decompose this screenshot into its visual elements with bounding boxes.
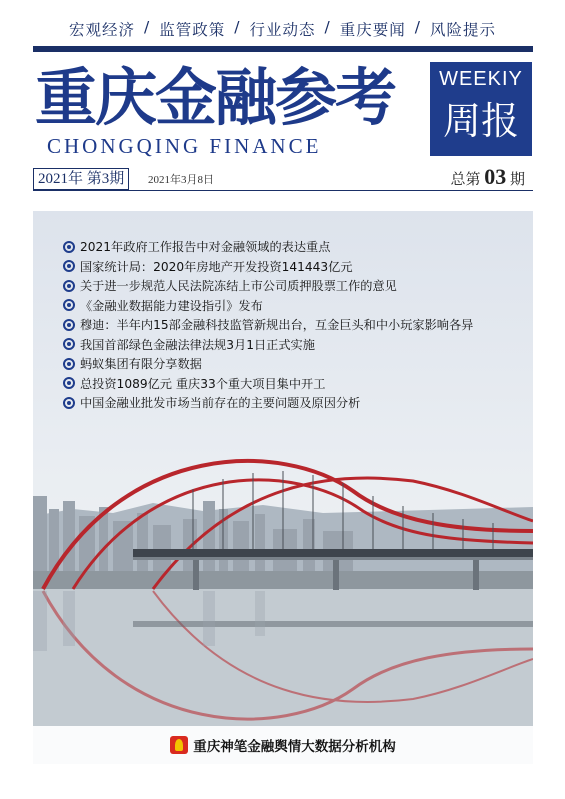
headline-text: 2021年政府工作报告中对金融领域的表达重点 (80, 240, 331, 255)
bullet-icon (63, 338, 75, 350)
masthead-subtitle: CHONGQING FINANCE (47, 134, 322, 158)
footer-org (33, 726, 533, 764)
bridge-scene (33, 421, 533, 764)
headline-item[interactable] (63, 315, 473, 335)
headline-text: 《金融业数据能力建设指引》发布 (80, 298, 263, 313)
bullet-icon (63, 358, 75, 370)
footer-band (33, 726, 533, 764)
headline-text: 总投资1089亿元 重庆33个重大项目集中开工 (80, 376, 326, 391)
headline-item[interactable] (63, 354, 473, 374)
headline-text: 蚂蚁集团有限分享数据 (80, 357, 202, 372)
brush-logo-icon (170, 736, 188, 754)
footer-org-name: 重庆神笔金融舆情大数据分析机构 (193, 739, 396, 755)
nav-separator: / (234, 18, 241, 36)
deck-reflection (133, 621, 533, 627)
masthead-title: 重庆金融参考 (35, 61, 396, 134)
nav-item-regulation[interactable]: 监管政策 (159, 21, 226, 39)
masthead (33, 62, 423, 162)
issue-total-suffix: 期 (509, 172, 525, 188)
headline-text: 穆迪：半年内15部金融科技监管新规出台，互金巨头和中小玩家影响各异 (80, 318, 474, 333)
bullet-icon (63, 241, 75, 253)
cover-image (33, 211, 533, 764)
nav-separator: / (324, 18, 331, 36)
headline-item[interactable] (63, 335, 473, 355)
issue-label: 2021年 第3期 (33, 168, 129, 190)
nav-separator: / (414, 18, 421, 36)
bullet-icon (63, 319, 75, 331)
bullet-icon (63, 299, 75, 311)
issue-date: 2021年3月8日 (148, 174, 214, 186)
issue-total-prefix: 总第 (450, 172, 481, 188)
bullet-icon (63, 260, 75, 272)
nav-item-chongqing-news[interactable]: 重庆要闻 (339, 21, 406, 39)
nav-separator: / (144, 18, 151, 36)
headline-item[interactable] (63, 374, 473, 394)
section-nav (0, 18, 565, 40)
headline-text: 我国首部绿色金融法律法规3月1日正式实施 (80, 337, 315, 352)
headline-item[interactable] (63, 296, 473, 316)
headline-item[interactable] (63, 276, 473, 296)
top-rule (33, 46, 533, 52)
bridge-deck (133, 549, 533, 557)
shoreline (33, 571, 533, 589)
bullet-icon (63, 397, 75, 409)
headline-text: 国家统计局：2020年房地产开发投资141443亿元 (80, 259, 353, 274)
bullet-icon (63, 377, 75, 389)
headline-list (63, 237, 473, 413)
bullet-icon (63, 280, 75, 292)
weekly-badge (430, 62, 532, 156)
headline-item[interactable] (63, 393, 473, 413)
issue-total-number: 03 (484, 164, 507, 189)
issue-rule (33, 190, 533, 191)
nav-item-risk[interactable]: 风险提示 (429, 21, 496, 39)
nav-item-macro[interactable]: 宏观经济 (68, 21, 135, 39)
issue-total (450, 164, 525, 190)
headline-item[interactable] (63, 257, 473, 277)
nav-item-industry[interactable]: 行业动态 (249, 21, 316, 39)
headline-item[interactable] (63, 237, 473, 257)
headline-text: 中国金融业批发市场当前存在的主要问题及原因分析 (80, 396, 361, 411)
headline-text: 关于进一步规范人民法院冻结上市公司质押股票工作的意见 (80, 279, 397, 294)
issue-info (33, 164, 533, 190)
weekly-badge-en: WEEKIY (439, 68, 523, 90)
weekly-badge-zh: 周报 (442, 99, 519, 143)
